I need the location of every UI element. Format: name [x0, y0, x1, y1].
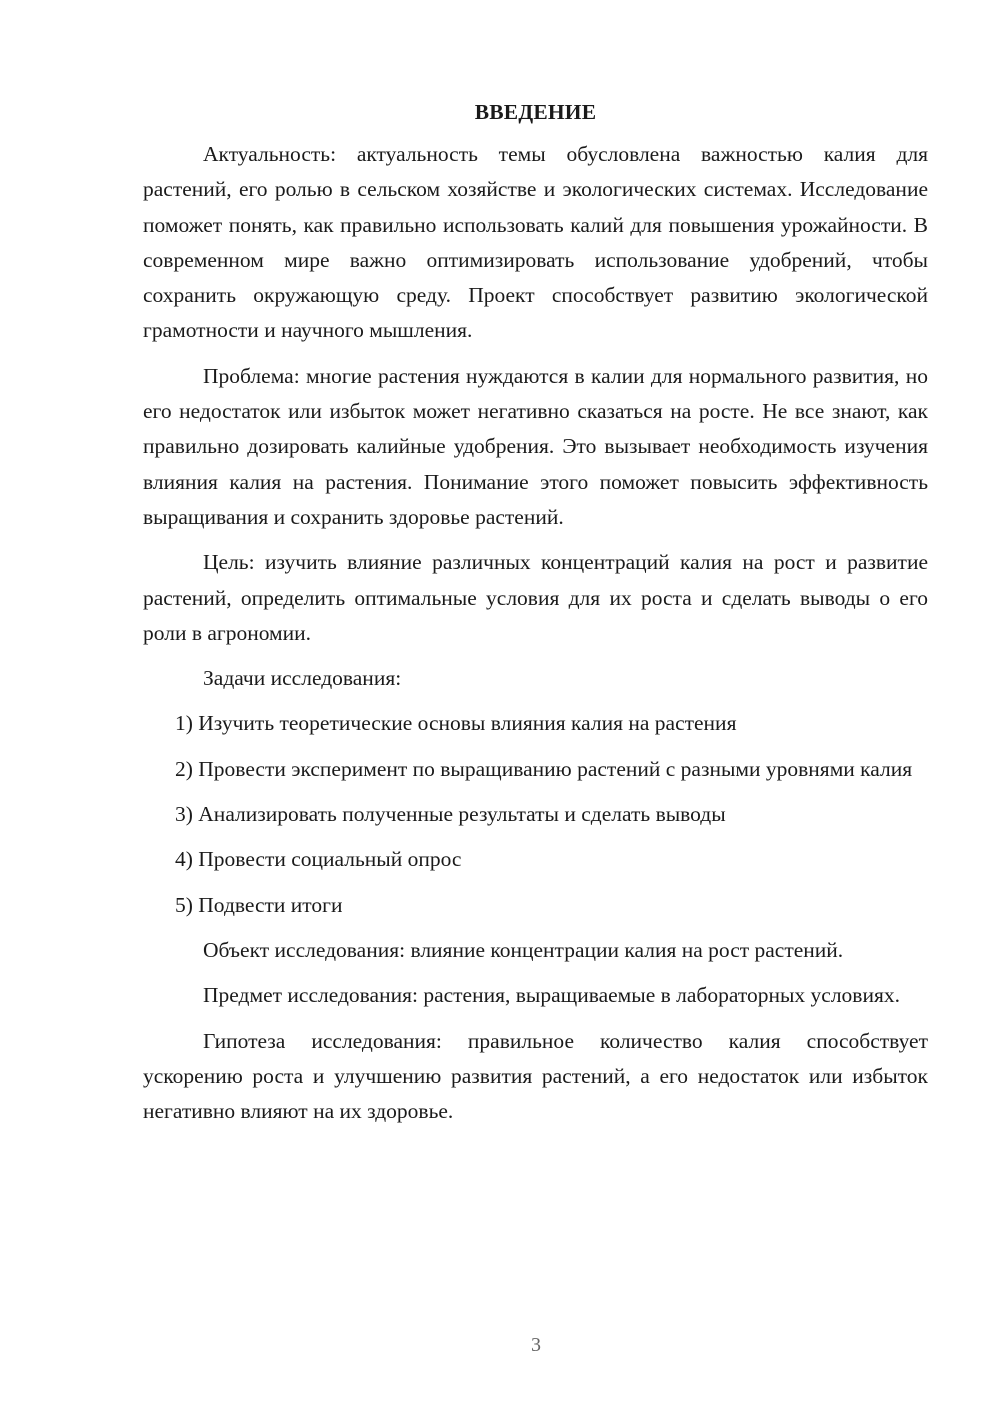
- task-item-2: 2) Провести эксперимент по выращиванию растений с разными уровнями калия: [175, 756, 913, 781]
- task-item-5: 5) Подвести итоги: [175, 892, 343, 917]
- task-item-1: 1) Изучить теоретические основы влияния калия на растения: [175, 711, 737, 736]
- page-title: ВВЕДЕНИЕ: [474, 100, 597, 124]
- problem-paragraph: Проблема: многие растения нуждаются в калии для нормального развития, но его недостаток или избыток может негативно сказаться на росте. Не все знают, как правильно дозировать калийные удобрения. Это вызывает необходимость изучения влияния калия на растения. Понимание этого поможет повысить эффективность выращивания и сохранить здоровье растений.: [143, 363, 928, 529]
- relevance-paragraph: Актуальность: актуальность темы обусловлена важностью калия для растений, его ролью в сельском хозяйстве и экологических системах. Исследование поможет понять, как правильно использовать калий для повышения урожайности. В современном мире важно оптимизировать использование удобрений, чтобы сохранить окружающую среду. Проект способствует развитию экологической грамотности и научного мышления.: [143, 142, 928, 343]
- object-paragraph: Объект исследования: влияние концентрации калия на рост растений.: [203, 937, 844, 962]
- task-item-3: 3) Анализировать полученные результаты и сделать выводы: [175, 802, 726, 827]
- goal-paragraph: Цель: изучить влияние различных концентраций калия на рост и развитие растений, определить оптимальные условия для их роста и сделать выводы о его роли в агрономии.: [143, 550, 928, 645]
- tasks-heading: Задачи исследования:: [203, 666, 402, 691]
- page-number: 3: [531, 1334, 541, 1356]
- subject-paragraph: Предмет исследования: растения, выращиваемые в лабораторных условиях.: [203, 983, 900, 1008]
- document-page: [143, 96, 928, 1129]
- hypothesis-paragraph: Гипотеза исследования: правильное количество калия способствует ускорению роста и улучшению развития растений, а его недостаток или избыток негативно влияют на их здоровье.: [143, 1028, 928, 1124]
- task-item-4: 4) Провести социальный опрос: [175, 847, 462, 872]
